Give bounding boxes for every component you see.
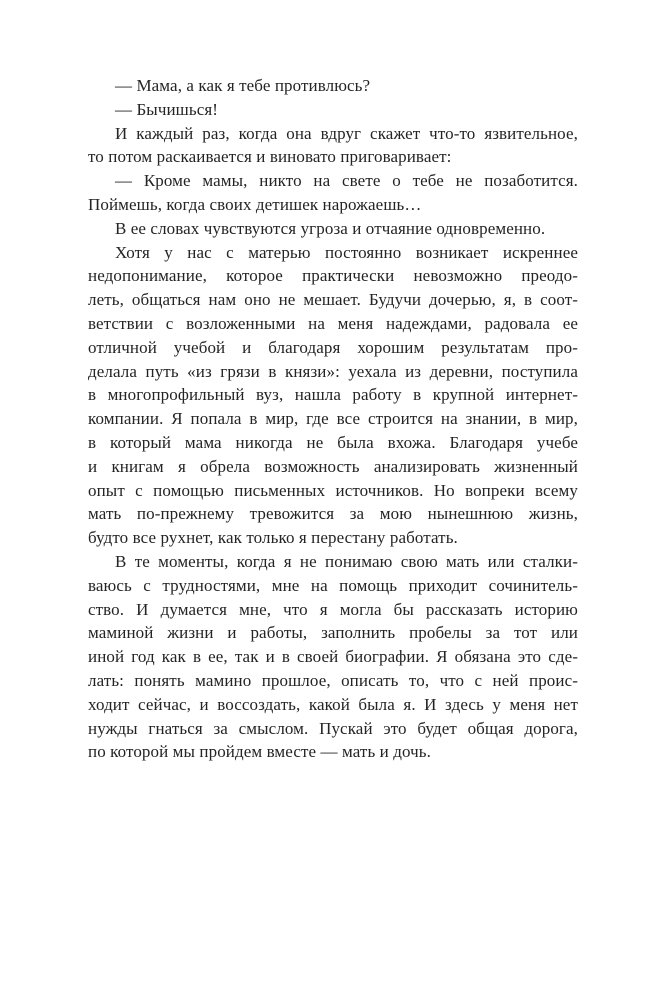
text-line: — Мама, а как я тебе противлюсь? <box>115 76 371 95</box>
text-line: ходит сейчас, и воссоздать, какой была я. И здесь у меня нет <box>88 694 578 714</box>
text-line: В ее словах чувствуются угроза и отчаяние одновременно. <box>115 218 546 238</box>
paragraph <box>88 550 578 764</box>
paragraph <box>88 217 578 241</box>
text-line: леть, общаться нам оно не мешает. Будучи дочерью, я, в соот- <box>88 290 578 310</box>
text-block <box>88 74 578 764</box>
text-line: будто все рухнет, как только я перестану работать. <box>88 528 458 548</box>
text-line: ветствии с возложенными на меня надеждами, радовала ее <box>88 313 578 333</box>
text-line: иной год как в ее, так и в своей биографии. Я обязана это сде- <box>88 647 578 667</box>
text-line: лать: понять мамино прошлое, описать то, что с ней проис- <box>88 670 578 690</box>
text-line: Поймешь, когда своих детишек нарожаешь… <box>88 194 422 214</box>
text-line: опыт с помощью письменных источников. Но вопреки всему <box>88 480 578 500</box>
text-line: маминой жизни и работы, заполнить пробелы за тот или <box>88 623 578 643</box>
text-line: недопонимание, которое практически невозможно преодо- <box>88 266 578 286</box>
text-line: отличной учебой и благодаря хорошим результатам про- <box>88 337 578 357</box>
text-line: делала путь «из грязи в князи»: уехала из деревни, поступила <box>88 361 578 381</box>
paragraph <box>88 241 578 550</box>
paragraph <box>88 98 578 122</box>
text-line: — Кроме мамы, никто на свете о тебе не позаботится. <box>115 171 578 191</box>
text-line: И каждый раз, когда она вдруг скажет что-то язвительное, <box>115 123 578 143</box>
paragraph <box>88 169 578 217</box>
paragraph <box>88 122 578 170</box>
text-line: компании. Я попала в мир, где все строится на знании, в мир, <box>88 409 578 429</box>
text-line: — Бычишься! <box>115 99 219 119</box>
text-line: и книгам я обрела возможность анализировать жизненный <box>88 456 578 476</box>
text-line: в многопрофильный вуз, нашла работу в крупной интернет- <box>88 385 578 405</box>
text-line: нужды гнаться за смыслом. Пускай это будет общая дорога, <box>88 718 578 738</box>
text-line: то потом раскаивается и виновато приговаривает: <box>88 147 452 167</box>
text-line: мать по-прежнему тревожится за мою нынешнюю жизнь, <box>88 504 578 524</box>
text-line: в который мама никогда не была вхожа. Благодаря учебе <box>88 432 578 452</box>
text-line: Хотя у нас с матерью постоянно возникает искреннее <box>115 242 578 262</box>
text-line: ваюсь с трудностями, мне на помощь приходит сочинитель- <box>88 575 578 595</box>
text-line: В те моменты, когда я не понимаю свою мать или сталки- <box>115 551 578 571</box>
text-line: ство. И думается мне, что я могла бы рассказать историю <box>88 599 578 619</box>
paragraph <box>88 74 578 98</box>
text-line: по которой мы пройдем вместе — мать и дочь. <box>88 742 431 762</box>
